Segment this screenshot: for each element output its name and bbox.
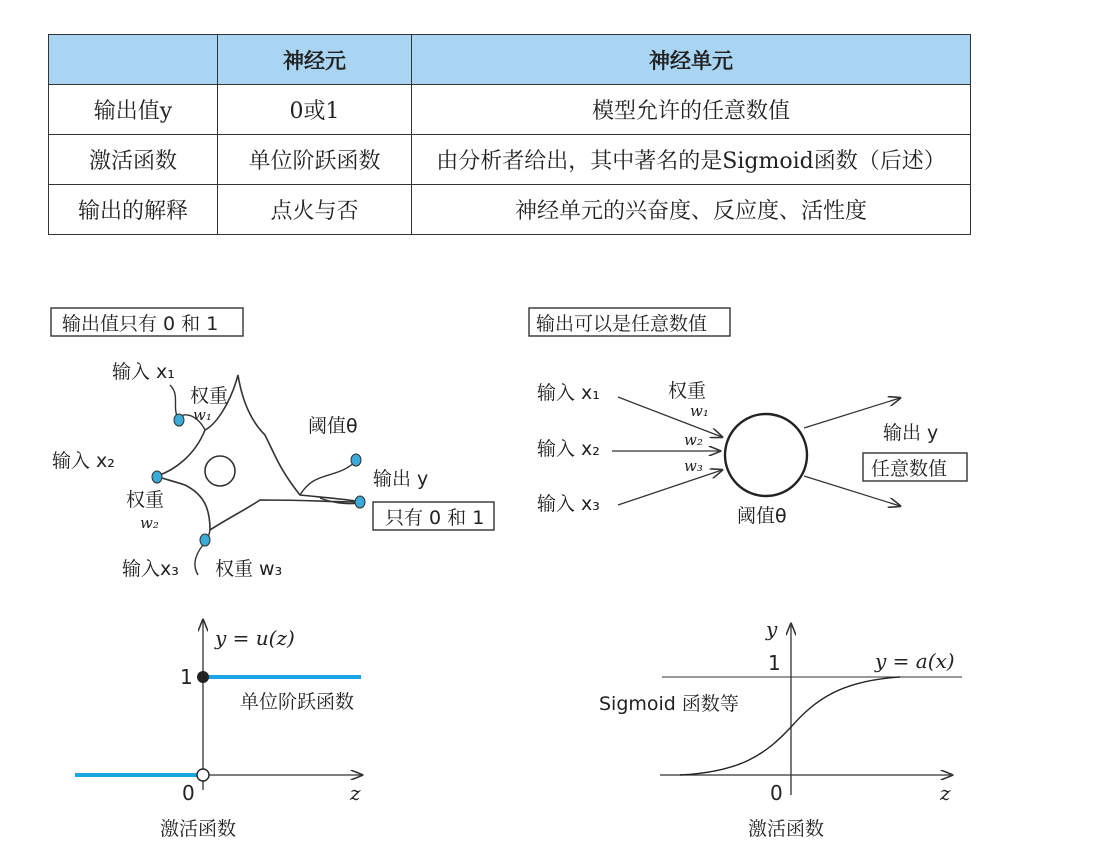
right-title: 输出可以是任意数值 [536, 313, 708, 335]
input3-arrow [618, 470, 722, 505]
left-title: 输出值只有 0 和 1 [62, 313, 219, 335]
right-input1-label: 输入 x₁ [537, 382, 600, 404]
table-cell: 由分析者给出，其中著名的是Sigmoid函数（后述） [412, 135, 971, 185]
left-weight2-label: 权重 [126, 489, 165, 511]
synapse-node [351, 454, 361, 466]
left-input1-label: 输入 x₁ [112, 361, 175, 383]
right-y-axis-label: y [766, 617, 778, 641]
left-weight1-symbol: w₁ [193, 406, 212, 424]
input3-line [195, 545, 203, 575]
left-threshold-label: 阈值θ [308, 415, 358, 437]
right-y-tick-1: 1 [768, 651, 781, 675]
right-x-axis-label: z [940, 781, 951, 805]
table-cell: 神经单元的兴奋度、反应度、活性度 [412, 185, 971, 235]
right-output-box-text: 任意数值 [871, 458, 948, 480]
left-graph-function: y = u(z) [215, 626, 295, 650]
right-weight3-symbol: w₃ [684, 457, 703, 475]
synapse-node [174, 414, 184, 426]
left-y-tick-1: 1 [180, 665, 193, 689]
axon-branch [300, 462, 355, 495]
sigmoid-curve [680, 677, 900, 775]
left-weight2-symbol: w₂ [140, 514, 159, 532]
right-graph-function: y = a(x) [875, 649, 955, 673]
right-graph-label: Sigmoid 函数等 [599, 693, 739, 715]
left-weight3-label: 权重 w₃ [215, 558, 283, 580]
table-header-cell: 神经单元 [412, 35, 971, 85]
table-cell: 单位阶跃函数 [218, 135, 412, 185]
left-output-box-text: 只有 0 和 1 [385, 507, 485, 529]
right-weight2-symbol: w₂ [684, 431, 703, 449]
right-graph-caption: 激活函数 [748, 818, 825, 840]
synapse-node [355, 496, 365, 508]
table-cell: 输出值y [49, 85, 218, 135]
left-weight1-label: 权重 [190, 385, 229, 407]
step-closed-point [197, 671, 209, 683]
right-input2-label: 输入 x₂ [537, 438, 600, 460]
right-origin: 0 [770, 781, 783, 805]
right-weight-label: 权重 [668, 380, 707, 402]
neuron-body [157, 375, 360, 530]
neuron-nucleus [205, 456, 235, 486]
left-graph-label: 单位阶跃函数 [240, 691, 355, 713]
table-cell: 输出的解释 [49, 185, 218, 235]
neuron-unit-circle [725, 414, 807, 496]
left-output-label: 输出 y [373, 468, 429, 490]
left-input3-label: 输入x₃ [122, 558, 179, 580]
table-cell: 激活函数 [49, 135, 218, 185]
right-output-label: 输出 y [883, 422, 939, 444]
left-origin: 0 [182, 781, 195, 805]
left-input2-label: 输入 x₂ [52, 450, 115, 472]
table-cell: 模型允许的任意数值 [412, 85, 971, 135]
table-cell: 0或1 [218, 85, 412, 135]
table-cell: 点火与否 [218, 185, 412, 235]
step-open-point [197, 769, 209, 781]
table-header-cell: 神经元 [218, 35, 412, 85]
right-weight1-symbol: w₁ [690, 402, 709, 420]
left-x-axis-label: z [350, 781, 361, 805]
right-threshold-label: 阈值θ [737, 505, 787, 527]
left-graph-caption: 激活函数 [160, 818, 237, 840]
synapse-node [200, 534, 210, 546]
synapse-node [152, 471, 162, 483]
right-input3-label: 输入 x₃ [537, 493, 600, 515]
